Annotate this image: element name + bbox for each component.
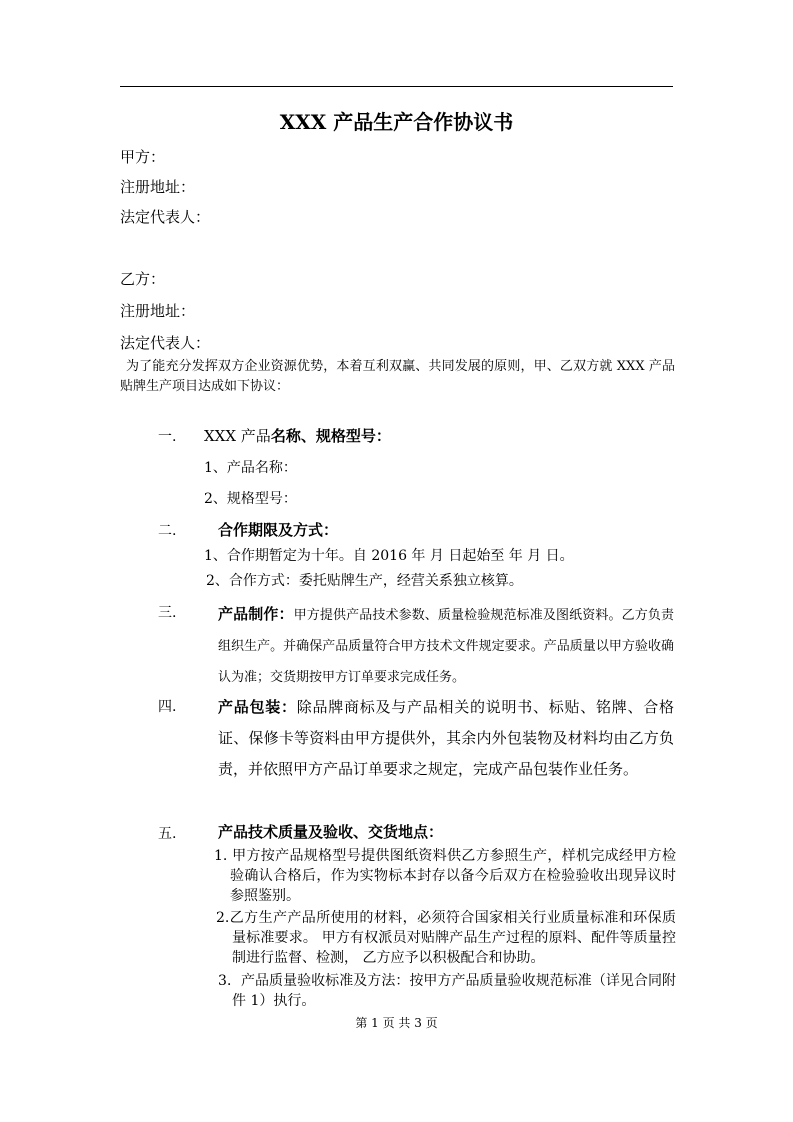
section-2-item-2: 2、合作方式：委托贴牌生产，经营关系独立核算。 — [206, 573, 523, 589]
party-a-label: 甲方： — [120, 148, 166, 166]
section-4-text: 除品牌商标及与产品相关的说明书、标贴、铭牌、合格证、保修卡等资料由甲方提供外，其余内外包装物及材料均由乙方负责，并依照甲方产品订单要求之规定，完成产品包装作业任务。 — [218, 698, 674, 778]
section-2-number: 二. — [158, 523, 177, 539]
section-5-number: 五. — [158, 826, 177, 842]
party-a-rep: 法定代表人： — [120, 208, 211, 226]
page-footer: 第 1 页 共 3 页 — [355, 1016, 438, 1030]
intro-paragraph: 为了能充分发挥双方企业资源优势，本着互利双赢、共同发展的原则，甲、乙双方就 XXX 产品贴牌生产项目达成如下协议： — [120, 359, 675, 394]
document-title: XXX 产品生产合作协议书 — [279, 110, 514, 134]
section-5-item-1: 1. 甲方按产品规格型号提供图纸资料供乙方参照生产，样机完成经甲方检验确认合格后，作为实物标本封存以备今后双方在检验验收出现异议时参照鉴别。 — [214, 848, 676, 904]
section-5-item-2: 2.乙方生产产品所使用的材料，必须符合国家相关行业质量标准和环保质量标准要求。 甲方有权派员对贴牌产品生产过程的原料、配件等质量控制进行监督、检测， 乙方应予以积极配合和协助。 — [216, 910, 676, 966]
section-3-number: 三. — [158, 605, 177, 621]
section-1-heading — [204, 425, 391, 446]
header-rule — [120, 86, 673, 87]
section-1-item-2: 2、规格型号： — [204, 491, 297, 507]
section-3-text: 甲方提供产品技术参数、质量检验规范标准及图纸资料。乙方负责组织生产。并确保产品质量符合甲方技术文件规定要求。产品质量以甲方验收确认为准；交货期按甲方订单要求完成任务。 — [218, 608, 674, 685]
section-5-heading: 产品技术质量及验收、交货地点： — [218, 823, 444, 841]
section-1-heading-bold: 名称、规格型号： — [270, 427, 391, 445]
section-1-lead: XXX 产品 — [204, 427, 271, 445]
party-a-address: 注册地址： — [120, 178, 196, 196]
section-1-number: 一. — [158, 429, 177, 445]
party-b-label: 乙方： — [120, 270, 166, 288]
section-1-item-1: 1、产品名称： — [204, 460, 297, 476]
section-3-paragraph — [218, 599, 674, 693]
section-4-paragraph — [218, 692, 674, 785]
section-4-heading: 产品包装： — [218, 698, 297, 716]
section-4-number: 四. — [158, 699, 177, 715]
party-b-rep: 法定代表人： — [120, 334, 211, 352]
section-2-item-1: 1、合作期暂定为十年。自 2016 年 月 日起始至 年 月 日。 — [204, 548, 574, 564]
party-b-address: 注册地址： — [120, 302, 196, 320]
section-3-heading: 产品制作： — [218, 605, 294, 623]
section-5-item-3: 3．产品质量验收标准及方法：按甲方产品质量验收规范标准（详见合同附件 1）执行。 — [218, 973, 676, 1009]
section-2-heading: 合作期限及方式： — [218, 521, 339, 539]
